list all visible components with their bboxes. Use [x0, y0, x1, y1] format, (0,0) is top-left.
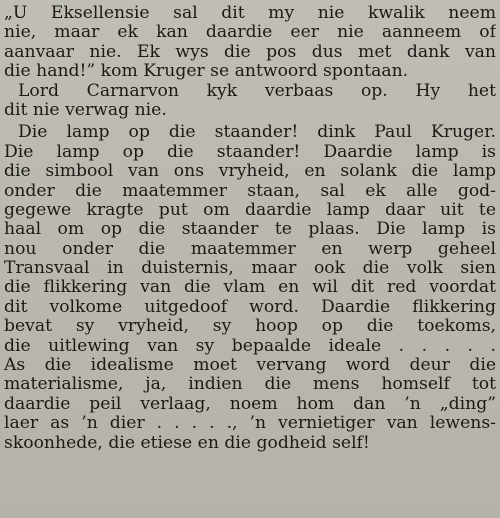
text-line: die flikkering van die vlam en wil dit red voordat	[4, 278, 496, 298]
text-line: die uitlewing van sy bepaalde ideale . . . . .	[4, 336, 496, 356]
text-line: Die lamp op die staander! dink Paul Kruger.	[18, 123, 496, 143]
text-line: bevat sy vryheid, sy hoop op die toekoms,	[4, 317, 496, 337]
text-line: aanvaar nie. Ek wys die pos dus met dank van	[4, 42, 496, 62]
text-line: „U Eksellensie sal dit my nie kwalik neem	[4, 4, 496, 23]
text-line: Lord Carnarvon kyk verbaas op. Hy het	[18, 81, 496, 101]
text-line: skoonhede, die etiese en die godheid self!	[4, 433, 370, 453]
text-line: nie, maar ek kan daardie eer nie aanneem of	[4, 23, 496, 43]
text-line: haal om op die staander te plaas. Die lamp is	[4, 220, 496, 240]
paragraph-1	[4, 4, 496, 82]
text-line: onder die maatemmer staan, sal ek alle god-	[4, 181, 496, 201]
text-line: dit volkome uitgedoof word. Daardie flikkering	[4, 297, 496, 317]
text-line: laer as ’n dier . . . . ., ’n vernietiger van lewens-	[4, 414, 496, 434]
text-line: die simbool van ons vryheid, en solank die lamp	[4, 162, 496, 182]
text-line: gegewe kragte put om daardie lamp daar uit te	[4, 200, 496, 220]
text-line: daardie peil verlaag, noem hom dan ’n „ding”	[4, 394, 496, 414]
text-line: Transvaal in duisternis, maar ook die volk sien	[4, 259, 496, 279]
paragraph-2	[4, 82, 496, 121]
text-line: As die idealisme moet vervang word deur die	[4, 356, 496, 376]
paragraph-3	[4, 123, 496, 453]
text-line: die hand!” kom Kruger se antwoord spontaan.	[4, 62, 409, 82]
body-text	[4, 4, 496, 453]
text-line: dit nie verwag nie.	[4, 100, 167, 120]
text-line: Die lamp op die staander! Daardie lamp is	[4, 142, 496, 162]
text-line: materialisme, ja, indien die mens homself tot	[4, 375, 496, 395]
text-line: nou onder die maatemmer en werp geheel	[4, 239, 496, 259]
